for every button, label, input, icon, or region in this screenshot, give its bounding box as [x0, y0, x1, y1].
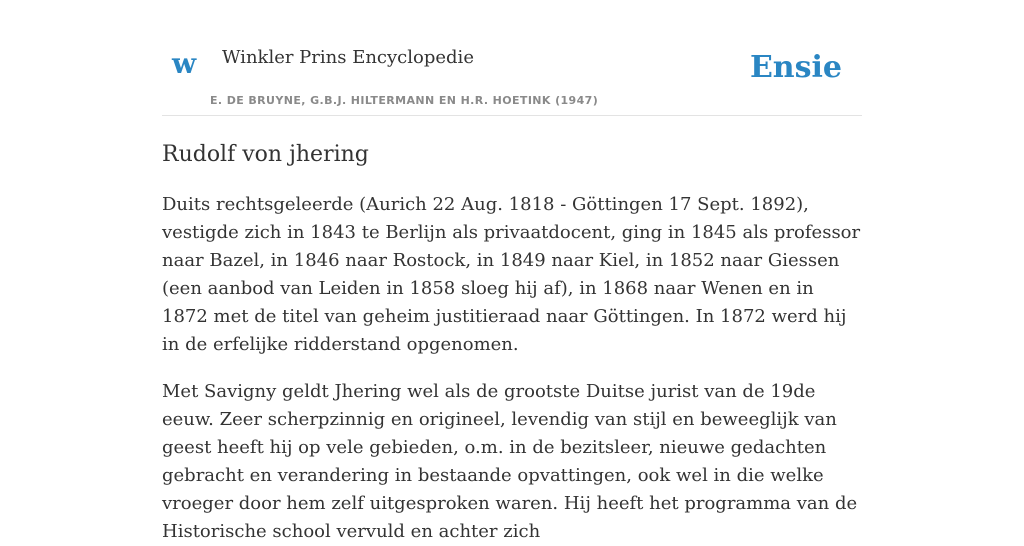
source-title[interactable]: Winkler Prins Encyclopedie [222, 47, 474, 68]
article-body [162, 191, 862, 546]
source-logo-icon[interactable]: w [172, 47, 197, 80]
source-authors: E. DE BRUYNE, G.B.J. HILTERMANN EN H.R. HOETINK (1947) [210, 94, 599, 107]
article-paragraph: Duits rechtsgeleerde (Aurich 22 Aug. 1818 - Göttingen 17 Sept. 1892), vestigde zich in 1843 te Berlijn als privaatdocent, ging in 1845 als professor naar Bazel, in 1846 naar Rostock, in 1849 naar Kiel, in 1852 naar Giessen (een aanbod van Leiden in 1858 sloeg hij af), in 1868 naar Wenen en in 1872 met de titel van geheim justitieraad naar Göttingen. In 1872 werd hij in de erfelijke ridderstand opgenomen. [162, 194, 861, 355]
ensie-logo[interactable]: Ensie [749, 50, 842, 85]
source-header [162, 0, 862, 116]
article-title: Rudolf von jhering [162, 142, 369, 167]
article-paragraph: Met Savigny geldt Jhering wel als de grootste Duitse jurist van de 19de eeuw. Zeer scherpzinnig en origineel, levendig van stijl en beweeglijk van geest heeft hij op vele gebieden, o.m. in de bezitsleer, nieuwe gedachten gebracht en verandering in bestaande opvattingen, ook wel in die welke vroeger door hem zelf uitgesproken waren. Hij heeft het programma van de Historische school vervuld en achter zich [162, 381, 858, 542]
page [162, 0, 862, 546]
